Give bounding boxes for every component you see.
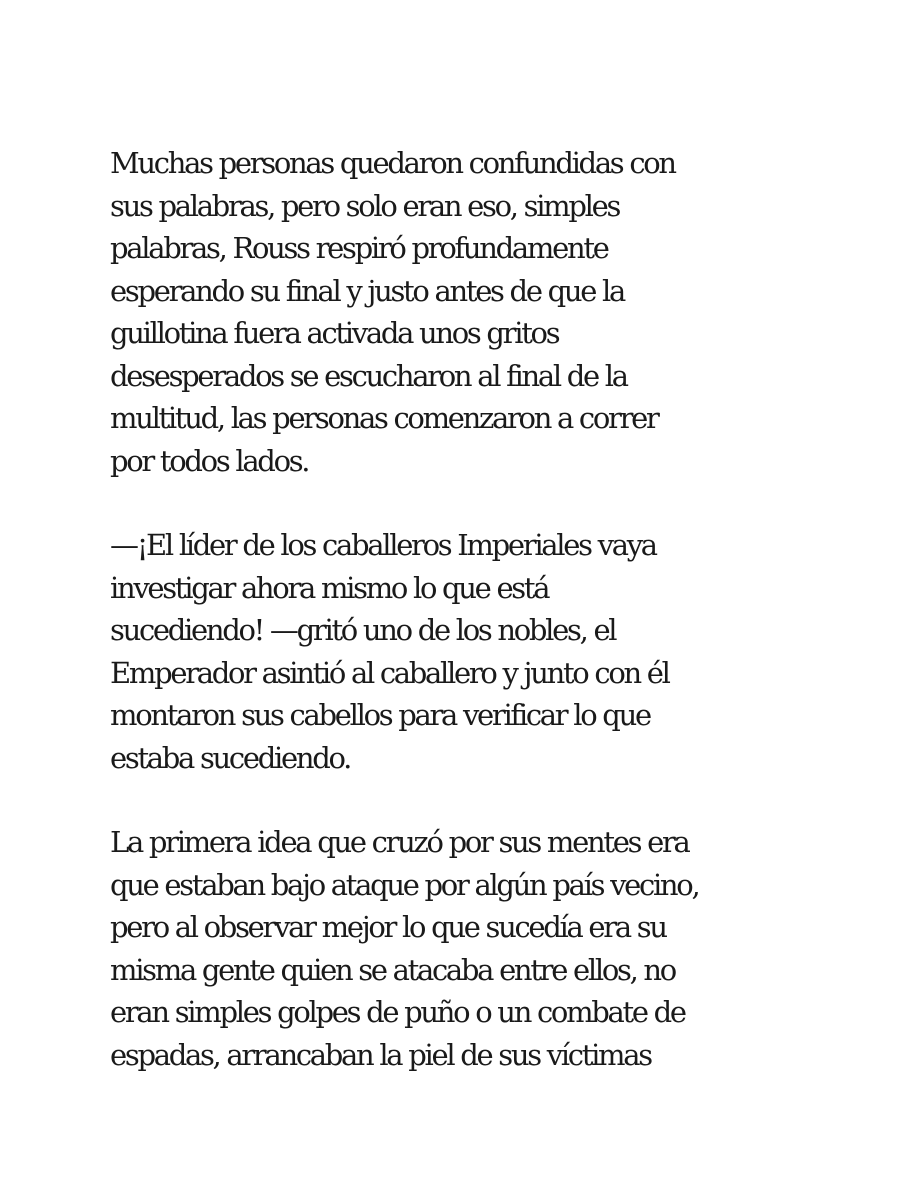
text-line: sucediendo! —gritó uno de los nobles, el xyxy=(110,613,616,647)
text-line: palabras, Rouss respiró profundamente xyxy=(110,231,608,265)
text-line: desesperados se escucharon al final de la xyxy=(110,358,627,393)
text-line: montaron sus cabellos para verificar lo que xyxy=(110,698,650,732)
text-line: La primera idea que cruzó por sus mentes era xyxy=(110,825,689,859)
text-line: pero al observar mejor lo que sucedía era su xyxy=(110,910,666,944)
paragraph xyxy=(110,524,810,779)
text-line: guillotina fuera activada unos gritos xyxy=(110,316,559,350)
text-line: Emperador asintió al caballero y junto con él xyxy=(110,655,669,690)
text-line: eran simples golpes de puño o un combate de xyxy=(110,995,685,1029)
text-line: estaba sucediendo. xyxy=(110,740,351,775)
text-line: investigar ahora mismo lo que está xyxy=(110,570,549,605)
text-line: sus palabras, pero solo eran eso, simples xyxy=(110,188,620,223)
text-line: Muchas personas quedaron confundidas con xyxy=(110,146,675,180)
text-line: que estaban bajo ataque por algún país vecino, xyxy=(110,867,699,902)
paragraph xyxy=(110,142,810,482)
body-text xyxy=(110,142,810,1118)
text-line: multitud, las personas comenzaron a correr xyxy=(110,401,658,435)
text-line: misma gente quien se atacaba entre ellos, no xyxy=(110,952,675,987)
text-line: espadas, arrancaban la piel de sus víctimas xyxy=(110,1037,651,1072)
text-line: esperando su final y justo antes de que la xyxy=(110,273,624,308)
paragraph xyxy=(110,821,810,1076)
text-line: por todos lados. xyxy=(110,443,309,478)
text-line: —¡El líder de los caballeros Imperiales vaya xyxy=(110,528,656,562)
